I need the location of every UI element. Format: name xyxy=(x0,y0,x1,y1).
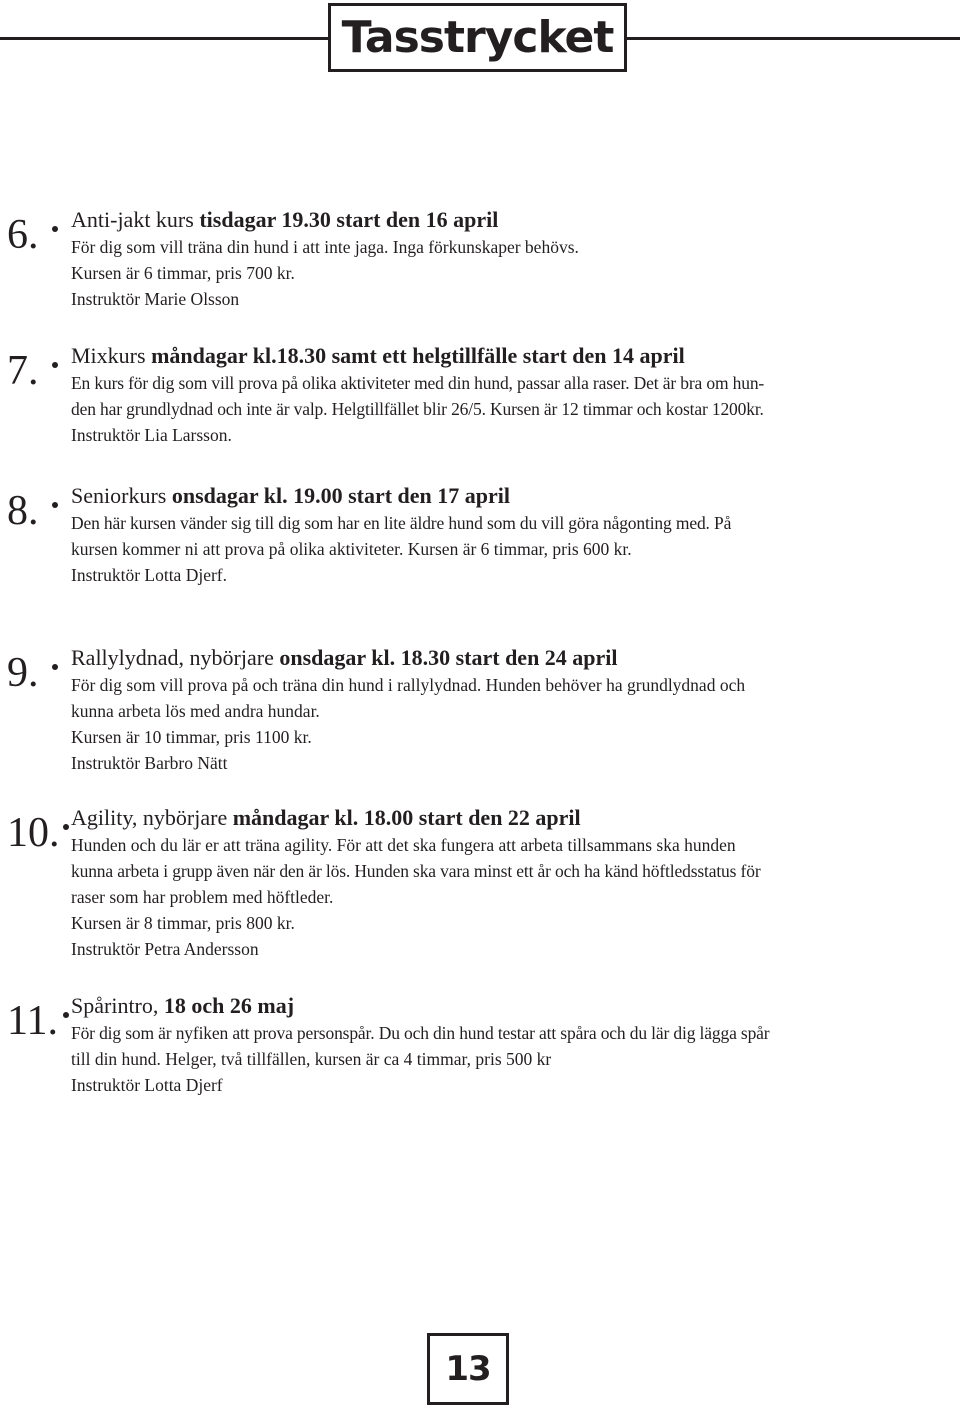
bullet-icon xyxy=(63,1012,69,1018)
page-number-box xyxy=(427,1333,509,1405)
bullet-icon xyxy=(52,362,58,368)
course-text-line: För dig som vill prova på och träna din hund i rallylydnad. Hunden behöver ha grundlydnad och xyxy=(71,675,746,695)
course-text-line: Kursen är 10 timmar, pris 1100 kr. xyxy=(71,727,312,747)
course-text-line: Instruktör Lia Larsson. xyxy=(71,425,232,445)
course-text-line: kursen kommer ni att prova på olika aktiviteter. Kursen är 6 timmar, pris 600 kr. xyxy=(71,539,632,559)
course-text-line: Instruktör Marie Olsson xyxy=(71,289,240,309)
course-number: 10. xyxy=(7,810,60,856)
course-heading: Agility, nybörjare måndagar kl. 18.00 start den 22 april xyxy=(71,805,581,830)
course-heading: Anti-jakt kurs tisdagar 19.30 start den 16 april xyxy=(71,207,499,232)
bullet-icon xyxy=(52,664,58,670)
bullet-icon xyxy=(52,502,58,508)
course-text-line: till din hund. Helger, två tillfällen, kursen är ca 4 timmar, pris 500 kr xyxy=(71,1049,552,1069)
course-text-line: Instruktör Petra Andersson xyxy=(71,939,259,959)
masthead-rule-right xyxy=(627,37,960,40)
course-body xyxy=(71,644,960,776)
course-text-line: raser som har problem med höftleder. xyxy=(71,887,334,907)
course-body xyxy=(71,992,960,1098)
course-body xyxy=(71,482,960,588)
masthead xyxy=(328,3,627,72)
course-heading: Spårintro, 18 och 26 maj xyxy=(71,993,295,1018)
course-body xyxy=(71,804,960,962)
course-number: 11. xyxy=(7,998,58,1044)
course-heading: Seniorkurs onsdagar kl. 19.00 start den 17 april xyxy=(71,483,511,508)
page-number: 13 xyxy=(445,1349,491,1389)
course-text-line: För dig som är nyfiken att prova personspår. Du och din hund testar att spåra och du lär dig lägga spår xyxy=(71,1023,770,1043)
course-text-line: kunna arbeta i grupp även när den är lös. Hunden ska vara minst ett år och ha känd höftledsstatus för xyxy=(71,861,761,881)
course-number: 9. xyxy=(7,650,39,696)
course-text-line: En kurs för dig som vill prova på olika aktiviteter med din hund, passar alla raser. Det är bra om hun- xyxy=(71,373,765,393)
course-text-line: Kursen är 6 timmar, pris 700 kr. xyxy=(71,263,295,283)
course-text-line: Hunden och du lär er att träna agility. För att det ska fungera att arbeta tillsammans ska hunden xyxy=(71,835,736,855)
masthead-title: Tasstrycket xyxy=(341,12,614,63)
bullet-icon xyxy=(52,226,58,232)
course-text-line: den har grundlydnad och inte är valp. Helgtillfället blir 26/5. Kursen är 12 timmar och kostar 1200kr. xyxy=(71,399,764,419)
course-number: 6. xyxy=(7,212,39,258)
course-text-line: För dig som vill träna din hund i att inte jaga. Inga förkunskaper behövs. xyxy=(71,237,579,257)
course-heading: Rallylydnad, nybörjare onsdagar kl. 18.30 start den 24 april xyxy=(71,645,618,670)
course-text-line: Instruktör Barbro Nätt xyxy=(71,753,228,773)
course-text-line: Instruktör Lotta Djerf. xyxy=(71,565,227,585)
course-text-line: kunna arbeta lös med andra hundar. xyxy=(71,701,320,721)
course-number: 8. xyxy=(7,488,39,534)
masthead-rule-left xyxy=(0,37,328,40)
course-heading: Mixkurs måndagar kl.18.30 samt ett helgtillfälle start den 14 april xyxy=(71,343,685,368)
course-number: 7. xyxy=(7,348,39,394)
bullet-icon xyxy=(63,824,69,830)
course-text-line: Kursen är 8 timmar, pris 800 kr. xyxy=(71,913,295,933)
course-body xyxy=(71,206,960,312)
course-text-line: Den här kursen vänder sig till dig som har en lite äldre hund som du vill göra någonting med. På xyxy=(71,513,732,533)
course-body xyxy=(71,342,960,448)
course-text-line: Instruktör Lotta Djerf xyxy=(71,1075,223,1095)
